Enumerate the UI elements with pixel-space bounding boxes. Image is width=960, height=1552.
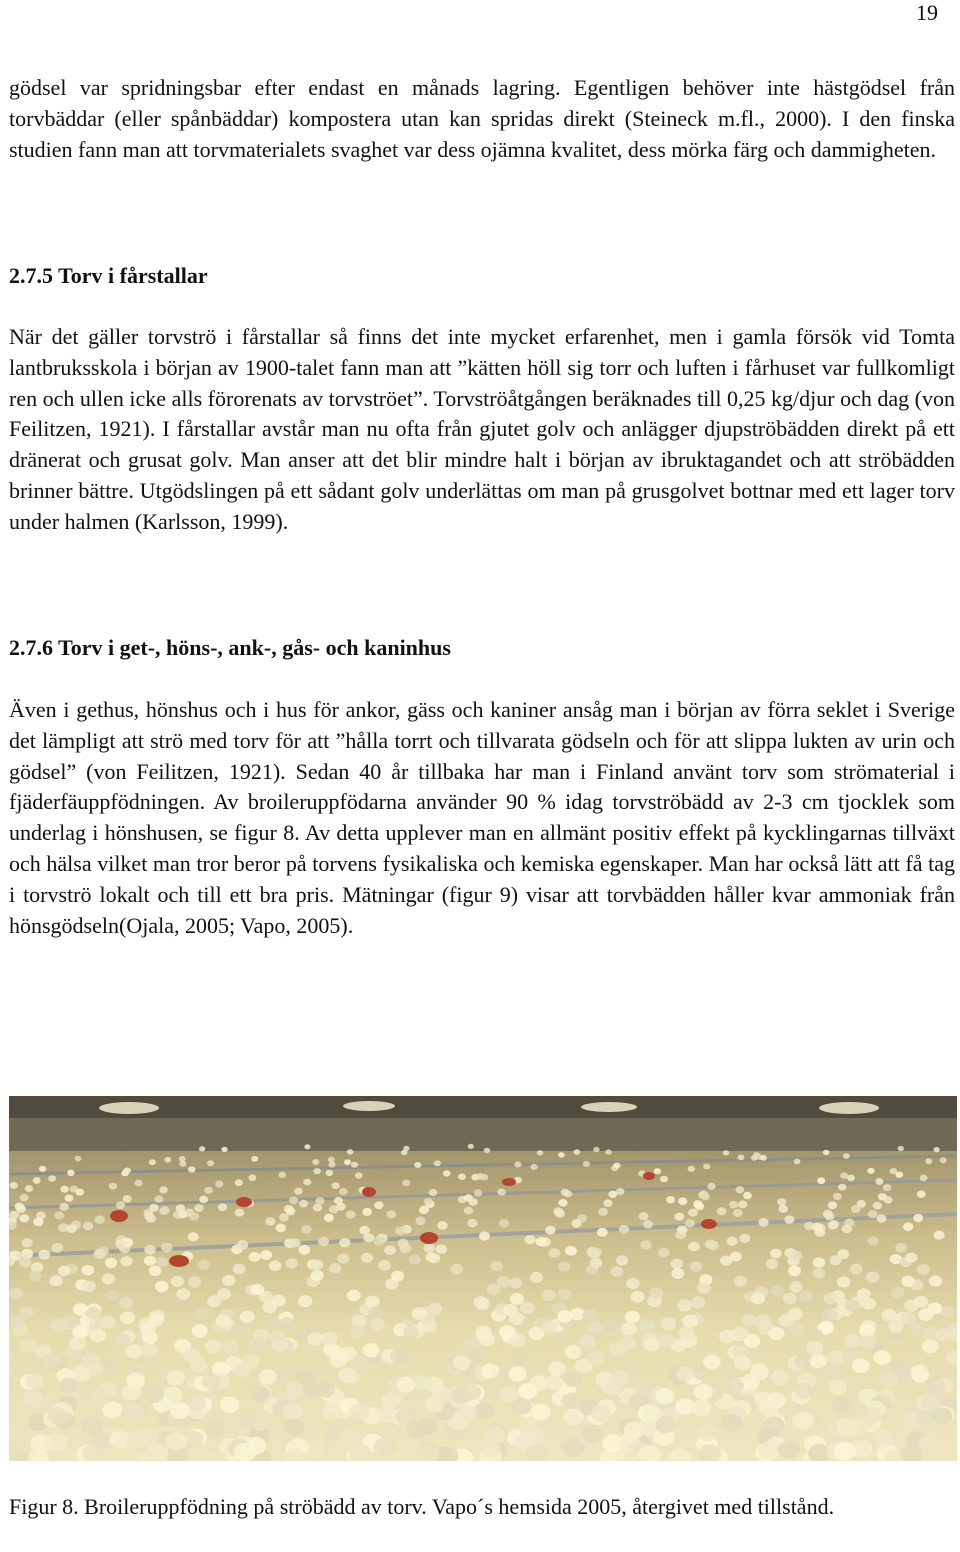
- poultry-paragraph: Även i gethus, hönshus och i hus för ankor, gäss och kaniner ansåg man i början av förra seklet i Sverige det lämpligt att strö med torv för att ”hålla torrt och tillvarata gödseln och för att slippa lukten av urin och gödsel” (von Feilitzen, 1921). Sedan 40 år tillbaka har man i Finland använt torv som strömaterial i fjäderfäuppfödningen. Av broileruppfödarna använder 90 % idag torvströbädd av 2-3 cm tjocklek som underlag i hönshusen, se figur 8. Av detta upplever man en allmänt positiv effekt på kycklingarnas tillväxt och hälsa vilket man tror beror på torvens fysikaliska och kemiska egenskaper. Man har också lätt att få tag i torvströ lokalt och till ett bra pris. Mätningar (figur 9) visar att torvbädden håller kvar ammoniak från hönsgödseln(Ojala, 2005; Vapo, 2005).: [9, 697, 955, 938]
- feeder-pans: [110, 1172, 717, 1267]
- figure-caption: Figur 8. Broileruppfödning på ströbädd av torv. Vapo´s hemsida 2005, återgivet med tillstånd.: [9, 1494, 835, 1519]
- broiler-house-photo-illustration: [9, 1096, 957, 1461]
- page-number: 19: [916, 0, 938, 25]
- section-heading-poultry: 2.7.6 Torv i get-, höns-, ank-, gås- och kaninhus: [9, 635, 451, 660]
- intro-paragraph: gödsel var spridningsbar efter endast en månads lagring. Egentligen behöver inte hästgödsel från torvbäddar (eller spånbäddar) kompostera utan kan spridas direkt (Steineck m.fl., 2000). I den finska studien fann man att torvmaterialets svaghet var dess ojämna kvalitet, dess mörka färg och dammigheten.: [9, 75, 955, 162]
- chicks-texture: [9, 1144, 957, 1461]
- section-heading-sheep: 2.7.5 Torv i fårstallar: [9, 263, 208, 288]
- broiler-house-photo: [9, 1096, 957, 1461]
- sheep-paragraph: När det gäller torvströ i fårstallar så finns det inte mycket erfarenhet, men i gamla försök vid Tomta lantbruksskola i början av 1900-talet fann man att ”kätten höll sig torr och luften i fårhuset var fullkomligt ren och ullen icke alls förorenats av torvströet”. Torvströåtgången beräknades till 0,25 kg/djur och dag (von Feilitzen, 1921). I fårstallar avstår man nu ofta från gjutet golv och anlägger djupströbädden direkt på ett dränerat och grusat golv. Man anser att det blir mindre halt i början av ibruktagandet och att ströbädden brinner bättre. Utgödslingen på ett sådant golv underlättas om man på grusgolvet bottnar med ett lager torv under halmen (Karlsson, 1999).: [9, 324, 955, 534]
